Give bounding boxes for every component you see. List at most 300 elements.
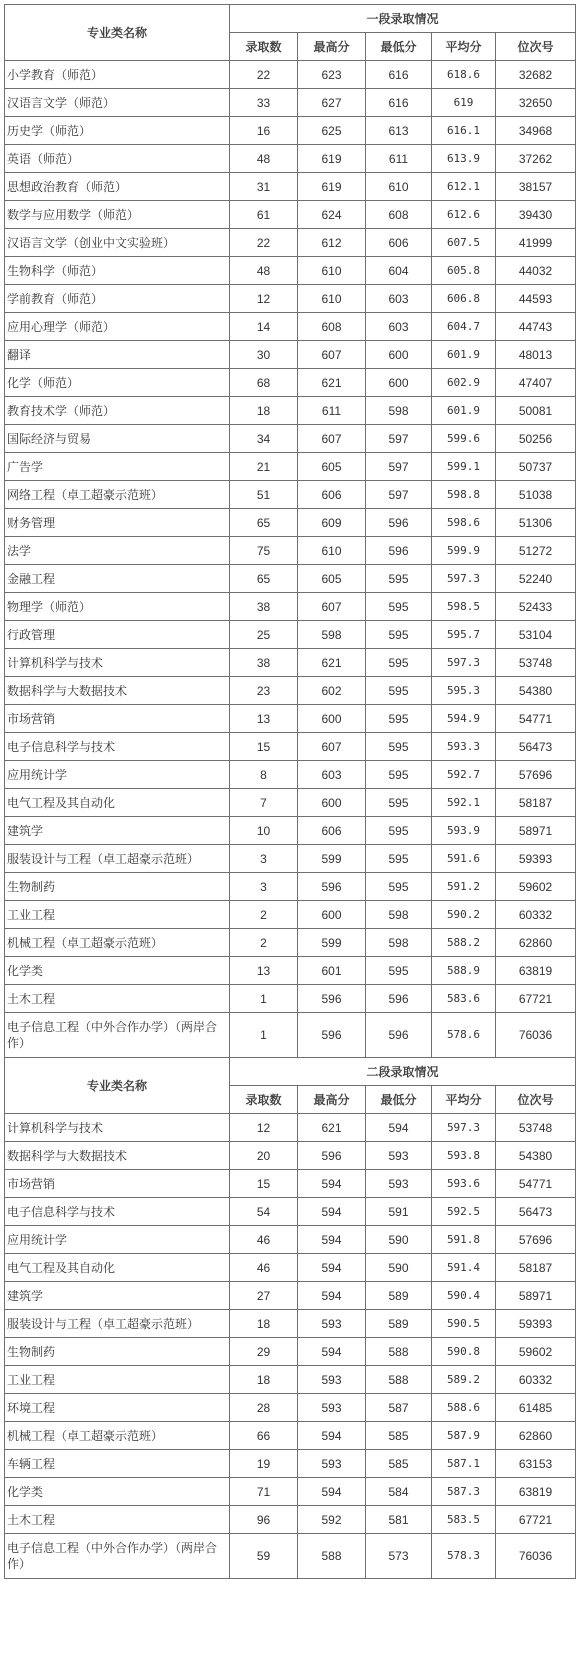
min-score-cell: 588	[366, 1366, 432, 1394]
min-score-cell: 584	[366, 1478, 432, 1506]
min-score-cell: 597	[366, 453, 432, 481]
rank-cell: 59393	[496, 1310, 576, 1338]
table-row	[5, 565, 576, 593]
avg-score-cell: 588.9	[432, 957, 496, 985]
min-score-cell: 581	[366, 1506, 432, 1534]
admission-table-container	[4, 4, 576, 1579]
count-cell: 48	[230, 257, 298, 285]
major-name-cell: 车辆工程	[5, 1450, 230, 1478]
min-score-cell: 596	[366, 1013, 432, 1058]
avg-score-cell: 602.9	[432, 369, 496, 397]
avg-score-cell: 597.3	[432, 649, 496, 677]
table-row	[5, 957, 576, 985]
max-score-cell: 607	[298, 425, 366, 453]
min-score-cell: 616	[366, 89, 432, 117]
rank-cell: 54380	[496, 677, 576, 705]
table-row	[5, 817, 576, 845]
count-cell: 20	[230, 1142, 298, 1170]
section1-title: 一段录取情况	[230, 5, 576, 33]
min-score-cell: 613	[366, 117, 432, 145]
max-score-cell: 619	[298, 145, 366, 173]
max-score-cell: 593	[298, 1310, 366, 1338]
rank-cell: 53748	[496, 1114, 576, 1142]
max-score-cell: 607	[298, 733, 366, 761]
table-row	[5, 1450, 576, 1478]
min-score-cell: 595	[366, 817, 432, 845]
avg-score-cell: 583.6	[432, 985, 496, 1013]
major-name-cell: 工业工程	[5, 901, 230, 929]
max-score-cell: 596	[298, 1013, 366, 1058]
min-score-cell: 588	[366, 1338, 432, 1366]
table-row	[5, 341, 576, 369]
major-name-cell: 环境工程	[5, 1394, 230, 1422]
rank-cell: 50081	[496, 397, 576, 425]
table-row	[5, 481, 576, 509]
table-row	[5, 537, 576, 565]
rank-cell: 57696	[496, 761, 576, 789]
table-row	[5, 1226, 576, 1254]
min-score-cell: 595	[366, 565, 432, 593]
rank-cell: 62860	[496, 929, 576, 957]
major-name-cell: 应用统计学	[5, 761, 230, 789]
major-name-cell: 电子信息科学与技术	[5, 733, 230, 761]
rank-cell: 76036	[496, 1534, 576, 1579]
major-name-cell: 国际经济与贸易	[5, 425, 230, 453]
col-header-rank: 位次号	[496, 1086, 576, 1114]
table-row	[5, 1198, 576, 1226]
major-name-cell: 历史学（师范）	[5, 117, 230, 145]
major-name-cell: 工业工程	[5, 1366, 230, 1394]
avg-score-cell: 593.6	[432, 1170, 496, 1198]
count-cell: 1	[230, 1013, 298, 1058]
rank-cell: 37262	[496, 145, 576, 173]
min-score-cell: 587	[366, 1394, 432, 1422]
max-score-cell: 594	[298, 1478, 366, 1506]
col-header-avg: 平均分	[432, 33, 496, 61]
rank-cell: 57696	[496, 1226, 576, 1254]
major-name-cell: 金融工程	[5, 565, 230, 593]
avg-score-cell: 588.6	[432, 1394, 496, 1422]
table-row	[5, 1338, 576, 1366]
avg-score-cell: 616.1	[432, 117, 496, 145]
max-score-cell: 623	[298, 61, 366, 89]
min-score-cell: 595	[366, 845, 432, 873]
max-score-cell: 605	[298, 453, 366, 481]
avg-score-cell: 593.3	[432, 733, 496, 761]
max-score-cell: 610	[298, 257, 366, 285]
max-score-cell: 612	[298, 229, 366, 257]
count-cell: 65	[230, 565, 298, 593]
table-row	[5, 425, 576, 453]
col-header-min: 最低分	[366, 1086, 432, 1114]
major-name-header: 专业类名称	[5, 5, 230, 61]
major-name-cell: 法学	[5, 537, 230, 565]
max-score-cell: 596	[298, 985, 366, 1013]
major-name-cell: 服装设计与工程（卓工超豪示范班）	[5, 845, 230, 873]
avg-score-cell: 590.8	[432, 1338, 496, 1366]
max-score-cell: 607	[298, 341, 366, 369]
rank-cell: 50737	[496, 453, 576, 481]
min-score-cell: 616	[366, 61, 432, 89]
min-score-cell: 600	[366, 369, 432, 397]
count-cell: 3	[230, 845, 298, 873]
max-score-cell: 594	[298, 1170, 366, 1198]
table-row	[5, 1506, 576, 1534]
table-row	[5, 89, 576, 117]
table-row	[5, 705, 576, 733]
count-cell: 23	[230, 677, 298, 705]
count-cell: 18	[230, 397, 298, 425]
table-row	[5, 1282, 576, 1310]
max-score-cell: 610	[298, 285, 366, 313]
max-score-cell: 610	[298, 537, 366, 565]
avg-score-cell: 583.5	[432, 1506, 496, 1534]
max-score-cell: 594	[298, 1254, 366, 1282]
major-name-cell: 财务管理	[5, 509, 230, 537]
max-score-cell: 627	[298, 89, 366, 117]
table-row	[5, 1534, 576, 1579]
avg-score-cell: 589.2	[432, 1366, 496, 1394]
table-row	[5, 257, 576, 285]
rank-cell: 63819	[496, 957, 576, 985]
count-cell: 59	[230, 1534, 298, 1579]
max-score-cell: 606	[298, 817, 366, 845]
table-row	[5, 369, 576, 397]
count-cell: 19	[230, 1450, 298, 1478]
count-cell: 66	[230, 1422, 298, 1450]
avg-score-cell: 590.5	[432, 1310, 496, 1338]
avg-score-cell: 578.3	[432, 1534, 496, 1579]
count-cell: 10	[230, 817, 298, 845]
major-name-cell: 化学类	[5, 1478, 230, 1506]
avg-score-cell: 593.8	[432, 1142, 496, 1170]
table-row	[5, 845, 576, 873]
max-score-cell: 607	[298, 593, 366, 621]
avg-score-cell: 597.3	[432, 565, 496, 593]
count-cell: 28	[230, 1394, 298, 1422]
table-row	[5, 1478, 576, 1506]
rank-cell: 51038	[496, 481, 576, 509]
max-score-cell: 611	[298, 397, 366, 425]
table-row	[5, 761, 576, 789]
table-row	[5, 733, 576, 761]
major-name-cell: 建筑学	[5, 1282, 230, 1310]
count-cell: 46	[230, 1226, 298, 1254]
rank-cell: 44032	[496, 257, 576, 285]
avg-score-cell: 599.9	[432, 537, 496, 565]
rank-cell: 56473	[496, 1198, 576, 1226]
count-cell: 33	[230, 89, 298, 117]
max-score-cell: 600	[298, 789, 366, 817]
avg-score-cell: 592.7	[432, 761, 496, 789]
major-name-cell: 电气工程及其自动化	[5, 789, 230, 817]
count-cell: 54	[230, 1198, 298, 1226]
max-score-cell: 599	[298, 929, 366, 957]
count-cell: 27	[230, 1282, 298, 1310]
min-score-cell: 595	[366, 649, 432, 677]
major-name-cell: 化学（师范）	[5, 369, 230, 397]
table-row	[5, 397, 576, 425]
avg-score-cell: 592.5	[432, 1198, 496, 1226]
max-score-cell: 594	[298, 1422, 366, 1450]
min-score-cell: 594	[366, 1114, 432, 1142]
max-score-cell: 625	[298, 117, 366, 145]
rank-cell: 44593	[496, 285, 576, 313]
avg-score-cell: 618.6	[432, 61, 496, 89]
table-row	[5, 509, 576, 537]
col-header-count: 录取数	[230, 33, 298, 61]
min-score-cell: 598	[366, 397, 432, 425]
rank-cell: 59602	[496, 1338, 576, 1366]
min-score-cell: 585	[366, 1450, 432, 1478]
rank-cell: 34968	[496, 117, 576, 145]
avg-score-cell: 605.8	[432, 257, 496, 285]
avg-score-cell: 591.8	[432, 1226, 496, 1254]
max-score-cell: 601	[298, 957, 366, 985]
avg-score-cell: 598.6	[432, 509, 496, 537]
count-cell: 61	[230, 201, 298, 229]
min-score-cell: 595	[366, 677, 432, 705]
min-score-cell: 603	[366, 313, 432, 341]
count-cell: 22	[230, 61, 298, 89]
max-score-cell: 606	[298, 481, 366, 509]
max-score-cell: 621	[298, 649, 366, 677]
major-name-cell: 汉语言文学（师范）	[5, 89, 230, 117]
rank-cell: 63153	[496, 1450, 576, 1478]
section2-body	[5, 1114, 576, 1579]
table-row	[5, 1394, 576, 1422]
avg-score-cell: 591.2	[432, 873, 496, 901]
rank-cell: 60332	[496, 1366, 576, 1394]
avg-score-cell: 599.6	[432, 425, 496, 453]
rank-cell: 56473	[496, 733, 576, 761]
table-row	[5, 313, 576, 341]
avg-score-cell: 606.8	[432, 285, 496, 313]
count-cell: 51	[230, 481, 298, 509]
avg-score-cell: 592.1	[432, 789, 496, 817]
avg-score-cell: 591.6	[432, 845, 496, 873]
avg-score-cell: 595.3	[432, 677, 496, 705]
rank-cell: 51272	[496, 537, 576, 565]
avg-score-cell: 598.8	[432, 481, 496, 509]
count-cell: 65	[230, 509, 298, 537]
max-score-cell: 594	[298, 1338, 366, 1366]
table-row	[5, 1254, 576, 1282]
count-cell: 75	[230, 537, 298, 565]
table-row	[5, 1422, 576, 1450]
col-header-count: 录取数	[230, 1086, 298, 1114]
major-name-cell: 学前教育（师范）	[5, 285, 230, 313]
table-row	[5, 677, 576, 705]
avg-score-cell: 604.7	[432, 313, 496, 341]
table-row	[5, 985, 576, 1013]
table-row	[5, 173, 576, 201]
rank-cell: 61485	[496, 1394, 576, 1422]
table-row	[5, 1170, 576, 1198]
major-name-cell: 电子信息工程（中外合作办学）（两岸合作）	[5, 1013, 230, 1058]
rank-cell: 48013	[496, 341, 576, 369]
count-cell: 12	[230, 1114, 298, 1142]
min-score-cell: 585	[366, 1422, 432, 1450]
avg-score-cell: 591.4	[432, 1254, 496, 1282]
major-name-cell: 英语（师范）	[5, 145, 230, 173]
table-row	[5, 649, 576, 677]
min-score-cell: 589	[366, 1282, 432, 1310]
max-score-cell: 593	[298, 1394, 366, 1422]
rank-cell: 39430	[496, 201, 576, 229]
rank-cell: 76036	[496, 1013, 576, 1058]
count-cell: 31	[230, 173, 298, 201]
max-score-cell: 621	[298, 1114, 366, 1142]
min-score-cell: 597	[366, 425, 432, 453]
table-row	[5, 901, 576, 929]
rank-cell: 41999	[496, 229, 576, 257]
count-cell: 13	[230, 957, 298, 985]
min-score-cell: 603	[366, 285, 432, 313]
count-cell: 21	[230, 453, 298, 481]
count-cell: 34	[230, 425, 298, 453]
max-score-cell: 594	[298, 1198, 366, 1226]
count-cell: 46	[230, 1254, 298, 1282]
min-score-cell: 593	[366, 1170, 432, 1198]
table-row	[5, 929, 576, 957]
max-score-cell: 593	[298, 1450, 366, 1478]
max-score-cell: 588	[298, 1534, 366, 1579]
rank-cell: 47407	[496, 369, 576, 397]
count-cell: 29	[230, 1338, 298, 1366]
max-score-cell: 594	[298, 1226, 366, 1254]
major-name-cell: 行政管理	[5, 621, 230, 649]
min-score-cell: 611	[366, 145, 432, 173]
count-cell: 18	[230, 1366, 298, 1394]
rank-cell: 58187	[496, 1254, 576, 1282]
max-score-cell: 599	[298, 845, 366, 873]
avg-score-cell: 607.5	[432, 229, 496, 257]
major-name-cell: 广告学	[5, 453, 230, 481]
count-cell: 3	[230, 873, 298, 901]
min-score-cell: 590	[366, 1226, 432, 1254]
min-score-cell: 593	[366, 1142, 432, 1170]
major-name-cell: 机械工程（卓工超豪示范班）	[5, 929, 230, 957]
min-score-cell: 596	[366, 537, 432, 565]
max-score-cell: 600	[298, 705, 366, 733]
table-row	[5, 1310, 576, 1338]
min-score-cell: 595	[366, 733, 432, 761]
count-cell: 12	[230, 285, 298, 313]
rank-cell: 54771	[496, 1170, 576, 1198]
table-row	[5, 453, 576, 481]
min-score-cell: 604	[366, 257, 432, 285]
avg-score-cell: 612.1	[432, 173, 496, 201]
major-name-cell: 应用心理学（师范）	[5, 313, 230, 341]
min-score-cell: 597	[366, 481, 432, 509]
col-header-avg: 平均分	[432, 1086, 496, 1114]
rank-cell: 60332	[496, 901, 576, 929]
min-score-cell: 573	[366, 1534, 432, 1579]
min-score-cell: 610	[366, 173, 432, 201]
count-cell: 48	[230, 145, 298, 173]
min-score-cell: 595	[366, 621, 432, 649]
min-score-cell: 595	[366, 593, 432, 621]
min-score-cell: 608	[366, 201, 432, 229]
avg-score-cell: 598.5	[432, 593, 496, 621]
rank-cell: 50256	[496, 425, 576, 453]
count-cell: 30	[230, 341, 298, 369]
major-name-cell: 汉语言文学（创业中文实验班）	[5, 229, 230, 257]
count-cell: 15	[230, 1170, 298, 1198]
table-row	[5, 1013, 576, 1058]
col-header-max: 最高分	[298, 33, 366, 61]
major-name-cell: 市场营销	[5, 1170, 230, 1198]
min-score-cell: 596	[366, 985, 432, 1013]
rank-cell: 53104	[496, 621, 576, 649]
count-cell: 14	[230, 313, 298, 341]
major-name-cell: 机械工程（卓工超豪示范班）	[5, 1422, 230, 1450]
avg-score-cell: 595.7	[432, 621, 496, 649]
count-cell: 38	[230, 649, 298, 677]
major-name-cell: 翻译	[5, 341, 230, 369]
major-name-cell: 生物制药	[5, 873, 230, 901]
min-score-cell: 595	[366, 761, 432, 789]
col-header-min: 最低分	[366, 33, 432, 61]
major-name-cell: 计算机科学与技术	[5, 1114, 230, 1142]
table-row	[5, 61, 576, 89]
max-score-cell: 602	[298, 677, 366, 705]
avg-score-cell: 613.9	[432, 145, 496, 173]
table-row	[5, 117, 576, 145]
major-name-cell: 计算机科学与技术	[5, 649, 230, 677]
count-cell: 96	[230, 1506, 298, 1534]
rank-cell: 44743	[496, 313, 576, 341]
table-row	[5, 1366, 576, 1394]
max-score-cell: 593	[298, 1366, 366, 1394]
count-cell: 13	[230, 705, 298, 733]
min-score-cell: 595	[366, 789, 432, 817]
rank-cell: 67721	[496, 1506, 576, 1534]
table-row	[5, 201, 576, 229]
min-score-cell: 590	[366, 1254, 432, 1282]
max-score-cell: 609	[298, 509, 366, 537]
major-name-cell: 生物制药	[5, 1338, 230, 1366]
major-name-cell: 数据科学与大数据技术	[5, 677, 230, 705]
max-score-cell: 624	[298, 201, 366, 229]
col-header-max: 最高分	[298, 1086, 366, 1114]
table-row	[5, 621, 576, 649]
rank-cell: 32682	[496, 61, 576, 89]
max-score-cell: 603	[298, 761, 366, 789]
avg-score-cell: 578.6	[432, 1013, 496, 1058]
max-score-cell: 621	[298, 369, 366, 397]
avg-score-cell: 587.3	[432, 1478, 496, 1506]
rank-cell: 53748	[496, 649, 576, 677]
avg-score-cell: 590.4	[432, 1282, 496, 1310]
major-name-cell: 建筑学	[5, 817, 230, 845]
rank-cell: 67721	[496, 985, 576, 1013]
max-score-cell: 600	[298, 901, 366, 929]
major-name-cell: 小学教育（师范）	[5, 61, 230, 89]
table-row	[5, 789, 576, 817]
count-cell: 2	[230, 929, 298, 957]
rank-cell: 51306	[496, 509, 576, 537]
table-row	[5, 145, 576, 173]
count-cell: 22	[230, 229, 298, 257]
count-cell: 18	[230, 1310, 298, 1338]
avg-score-cell: 587.1	[432, 1450, 496, 1478]
major-name-cell: 应用统计学	[5, 1226, 230, 1254]
rank-cell: 38157	[496, 173, 576, 201]
rank-cell: 54771	[496, 705, 576, 733]
max-score-cell: 594	[298, 1282, 366, 1310]
